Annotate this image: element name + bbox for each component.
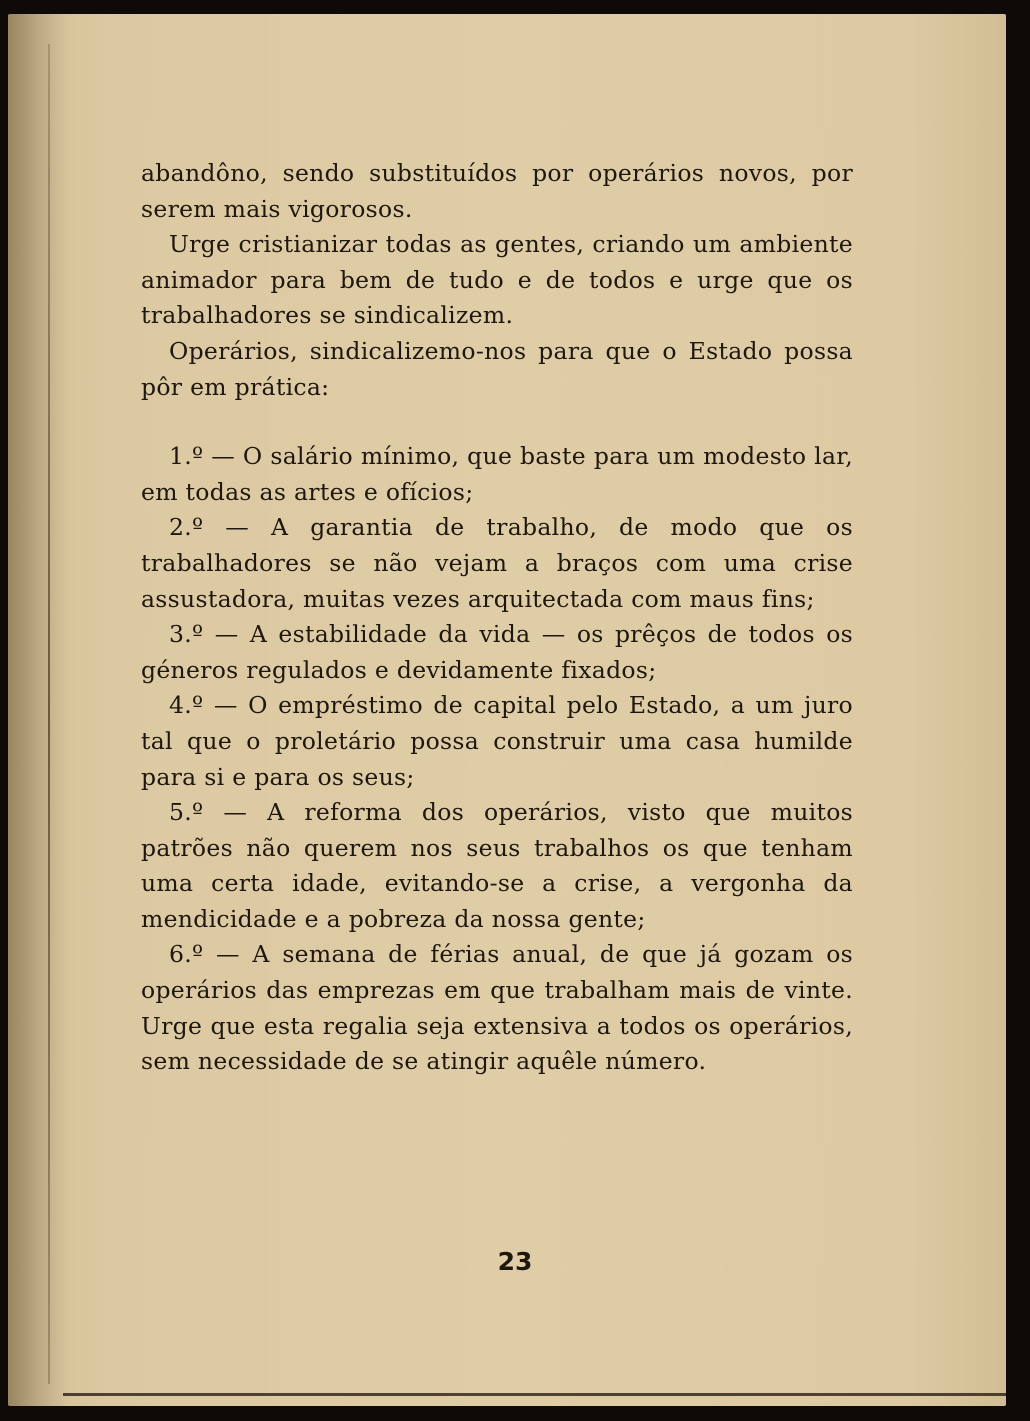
paragraph-workers-call: Operários, sindicalizemo-nos para que o Estado possa pôr em prática: [141,336,853,401]
list-item-4: 4.º — O empréstimo de capital pelo Estado, a um juro tal que o proletário possa construir uma casa humilde para si e para os seus; [141,691,853,791]
list-item-3: 3.º — A estabilidade da vida — os prêços de todos os géneros regulados e devidamente fixados; [141,620,853,684]
page-spine-shadow [48,44,50,1384]
page-text [141,156,853,1080]
list-item-2: 2.º — A garantia de trabalho, de modo que os trabalhadores se não vejam a braços com uma crise assustadora, muitas vezes arquitectada com maus fins; [141,513,853,613]
list-item-1: 1.º — O salário mínimo, que baste para um modesto lar, em todas as artes e ofícios; [141,442,853,506]
page-bottom-edge [63,1393,1006,1396]
list-item-6: 6.º — A semana de férias anual, de que já gozam os operários das emprezas em que trabalham mais de vinte. Urge que esta regalia seja extensiva a todos os operários, sem necessidade de se atingir aquêle número. [141,940,853,1076]
list-item-5: 5.º — A reforma dos operários, visto que muitos patrões não querem nos seus trabalhos os que tenham uma certa idade, evitando-se a crise, a vergonha da mendicidade e a pobreza da nossa gente; [141,798,853,933]
page-number: 23 [497,1247,533,1276]
paragraph-continuation: abandôno, sendo substituídos por operários novos, por serem mais vigorosos. [141,159,853,223]
paragraph-christianize: Urge cristianizar todas as gentes, criando um ambiente animador para bem de tudo e de todos e urge que os trabalhadores se sindicalizem. [141,230,853,330]
